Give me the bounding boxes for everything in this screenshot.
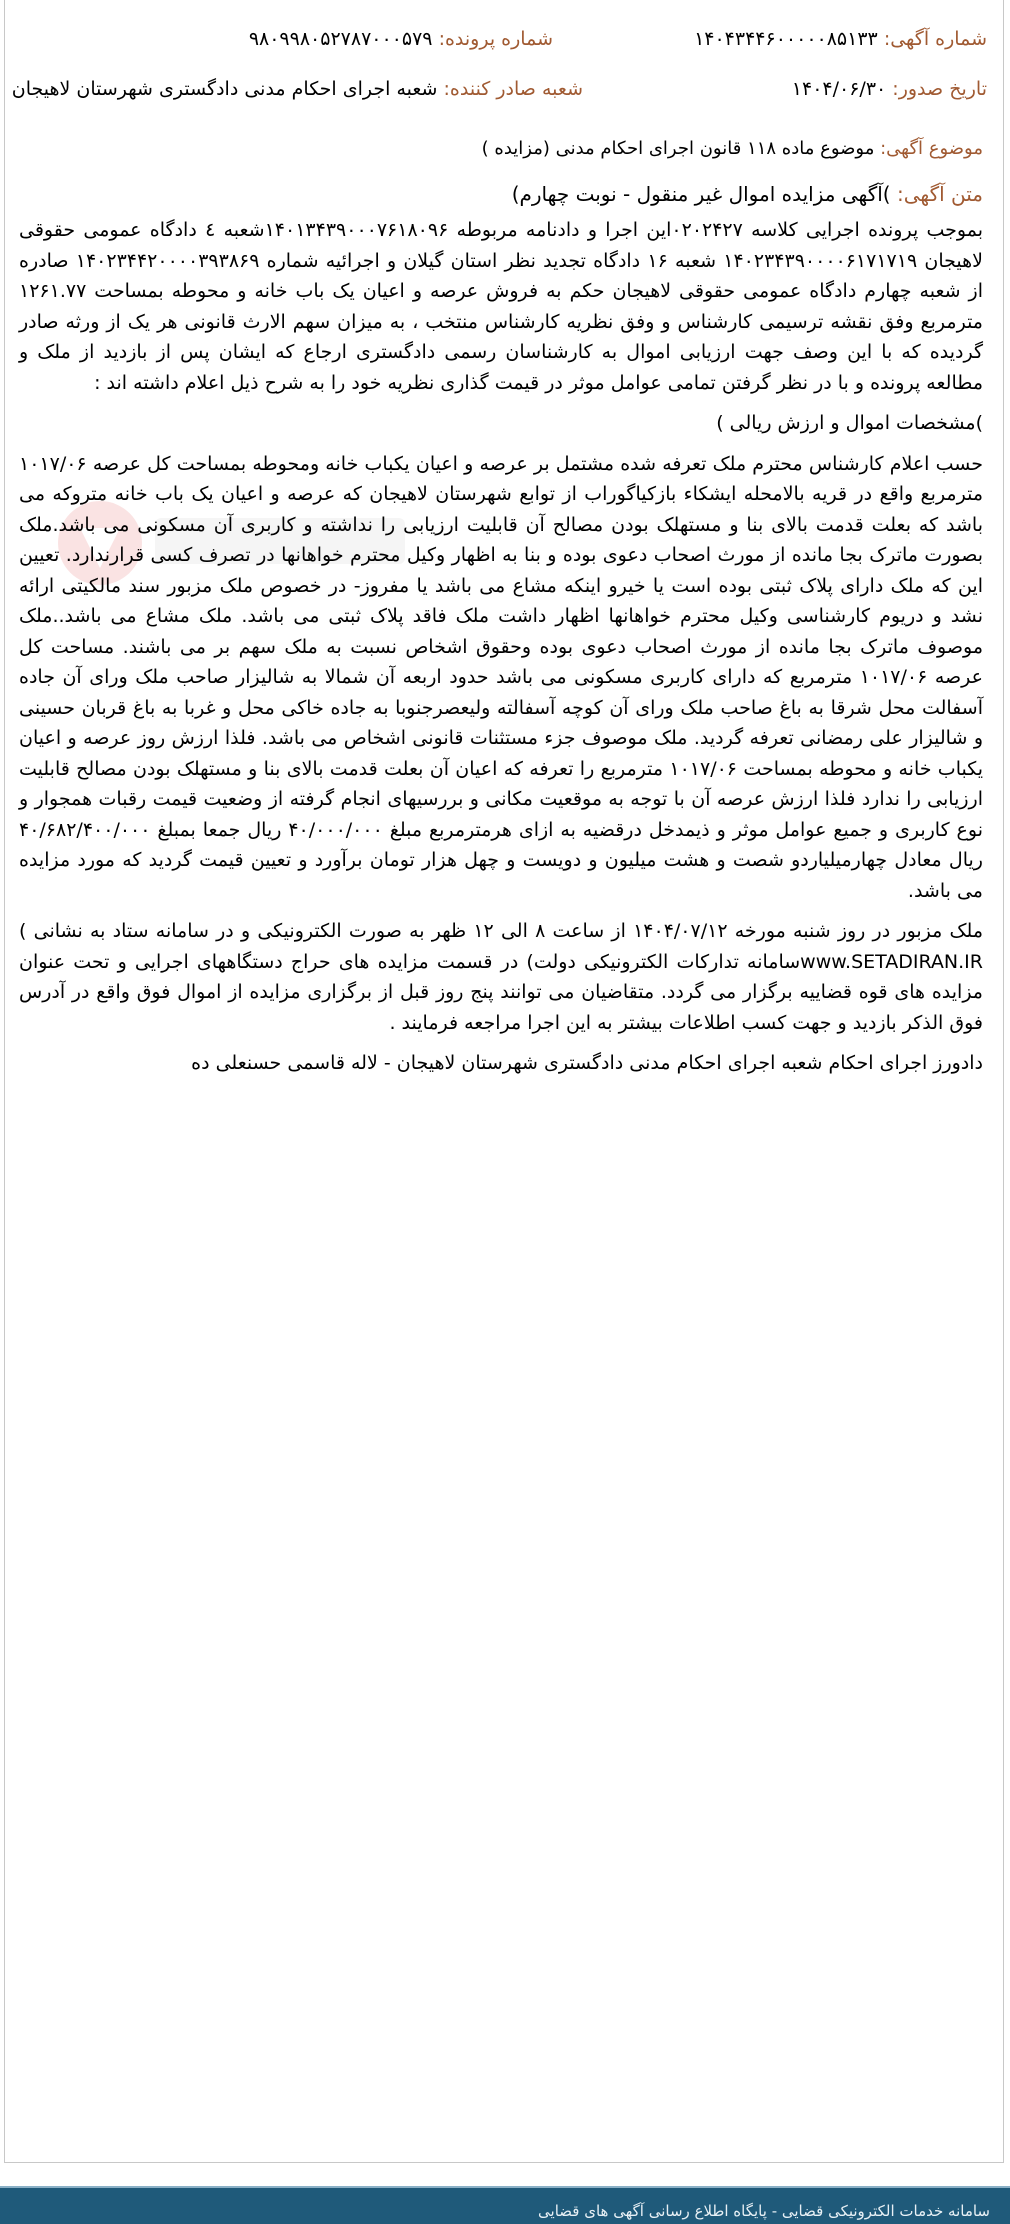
issue-date-row — [792, 78, 987, 100]
subject-value: موضوع ماده ۱۱۸ قانون اجرای احکام مدنی (مزایده ) — [481, 138, 875, 159]
footer-bar-text: سامانه خدمات الکترونیکی قضایی - پایگاه اطلاع رسانی آگهی های قضایی — [538, 2202, 990, 2220]
paragraph-3: ملک مزبور در روز شنبه مورخه ۱۴۰۴/۰۷/۱۲ از ساعت ۸ الی ۱۲ ظهر به صورت الکترونیکی و در سامانه ستاد به نشانی ) www.SETADIRAN.IRسامانه تدارکات الکترونیکی دولت) در قسمت مزایده های حراج دستگاههای اجرایی و تحت عنوان مزایده های قوه قضاییه برگزار می گردد. متقاضیان می توانند پنج روز قبل از برگزاری مزایده از اموال فوق واقع در آدرس فوق الذکر بازدید و جهت کسب اطلاعات بیشتر به این اجرا مراجعه فرمایند . — [19, 920, 984, 1034]
ad-number-label: شماره آگهی: — [883, 28, 987, 50]
issue-date-value: ۱۴۰۴/۰۶/۳۰ — [791, 78, 887, 100]
text-title: )آگهی مزایده اموال غیر منقول - نوبت چهارم) — [511, 182, 891, 206]
notice-body — [19, 215, 983, 1079]
signature: دادورز اجرای احکام شعبه اجرای احکام مدنی دادگستری شهرستان لاهیجان - لاله قاسمی حسنعلی ده — [191, 1052, 983, 1074]
file-number-row — [249, 28, 553, 50]
ad-number-value: ۱۴۰۴۳۴۴۶۰۰۰۰۰۸۵۱۳۳ — [694, 28, 878, 50]
paragraph-1: بموجب پرونده اجرایی کلاسه ۰۲۰۲۴۲۷این اجرا و دادنامه مربوطه ۱۴۰۱۳۴۳۹۰۰۰۷۶۱۸۰۹۶شعبه ٤ دادگاه عمومی حقوقی لاهیجان ۱۴۰۲۳۴۳۹۰۰۰۰۶۱۷۱۷۱۹ شعبه ۱۶ دادگاه تجدید نظر استان گیلان و اجرائیه شماره ۱۴۰۲۳۴۴۲۰۰۰۰۳۹۳۸۶۹ صادره از شعبه چهارم دادگاه عمومی حقوقی لاهیجان حکم به فروش عرصه و اعیان یک باب خانه و محوطه بمساحت ۱۲۶۱.۷۷ مترمربع وفق نقشه ترسیمی کارشناس و وفق نظریه کارشناس منتخب ، به میزان سهم الارث قانونی هر یک از ورثه صادر گردیده که با این وصف جهت ارزیابی اموال به کارشناسان رسمی دادگستری ارجاع که ایشان پس از بازدید از ملک و مطالعه پرونده و با در نظر گرفتن تمامی عوامل موثر در قیمت گذاری نظریه خود را به شرح ذیل اعلام داشته اند : — [19, 219, 984, 394]
footer-bar — [0, 2186, 1010, 2224]
ad-number-row — [694, 28, 987, 50]
issuer-row — [12, 78, 583, 100]
issue-date-label: تاریخ صدور: — [892, 78, 987, 100]
text-label: متن آگهی: — [896, 182, 983, 206]
notice-frame — [4, 0, 1004, 2163]
issuer-label: شعبه صادر کننده: — [443, 78, 583, 100]
subject-label: موضوع آگهی: — [880, 138, 983, 159]
text-title-row — [512, 182, 983, 206]
specs-heading: )مشخصات اموال و ارزش ریالی ) — [716, 412, 983, 434]
issuer-value: شعبه اجرای احکام مدنی دادگستری شهرستان لاهیجان — [11, 78, 438, 100]
subject-row — [482, 138, 983, 159]
paragraph-2: حسب اعلام کارشناس محترم ملک تعرفه شده مشتمل بر عرصه و اعیان یکباب خانه ومحوطه بمساحت کل عرصه ۱۰۱۷/۰۶ مترمربع واقع در قریه بالامحله ایشکاء بازکیاگوراب از توابع شهرستان لاهیجان که عرصه و اعیان یک باب خانه متروکه می باشد که بعلت قدمت بالای بنا و مستهلک بودن مصالح آن قابلیت ارزیابی را نداشته و کاربری آن مسکونی می باشد.ملک بصورت ماترک بجا مانده از مورث اصحاب دعوی بوده و بنا به اظهار وکیل محترم خواهانها در تصرف کسی قرارندارد. تعیین این که ملک دارای پلاک ثبتی بوده است یا خیرو اینکه مشاع می باشد یا مفروز- در خصوص ملک مزبور سند مالکیتی ارائه نشد و دریوم کارشناسی وکیل محترم خواهانها اظهار داشت ملک فاقد پلاک ثبتی می باشد. ملک مشاع می باشد..ملک موصوف ماترک بجا مانده از مورث اصحاب دعوی بوده وحقوق اشخاص نسبت به ملک سهم بر می باشند. مساحت کل عرصه ۱۰۱۷/۰۶ مترمربع که دارای کاربری مسکونی می باشد حدود اربعه آن شمالا به شالیزار صاحب ملک ورای آن جاده آسفالت محل شرقا به باغ صاحب ملک ورای آن کوچه آسفالته ولیعصرجنوبا به جاده خاکی محل و غربا به باغ قربان حسینی و شالیزار علی رمضانی تعرفه گردید. ملک موصوف جزء مستثنات قانونی اشخاص می باشد. فلذا ارزش روز عرصه و اعیان یکباب خانه و محوطه بمساحت ۱۰۱۷/۰۶ مترمربع را تعرفه که اعیان آن بعلت قدمت بالای بنا و مستهلک بودن مصالح قابلیت ارزیابی را ندارد فلذا ارزش عرصه آن با توجه به موقعیت مکانی و بررسیهای انجام گرفته از وضعیت قیمت رقبات همجوار و نوع کاربری و جمیع عوامل موثر و ذیمدخل درقضیه به ازای هرمترمربع مبلغ ۴۰/۰۰۰/۰۰۰ ریال جمعا بمبلغ ۴۰/۶۸۲/۴۰۰/۰۰۰ ریال معادل چهارمیلیاردو شصت و هشت میلیون و دویست و چهل هزار تومان برآورد و تعیین قیمت گردید که مورد مزایده می باشد. — [19, 452, 983, 902]
file-number-value: ۹۸۰۹۹۸۰۵۲۷۸۷۰۰۰۵۷۹ — [248, 28, 433, 50]
file-number-label: شماره پرونده: — [438, 28, 553, 50]
